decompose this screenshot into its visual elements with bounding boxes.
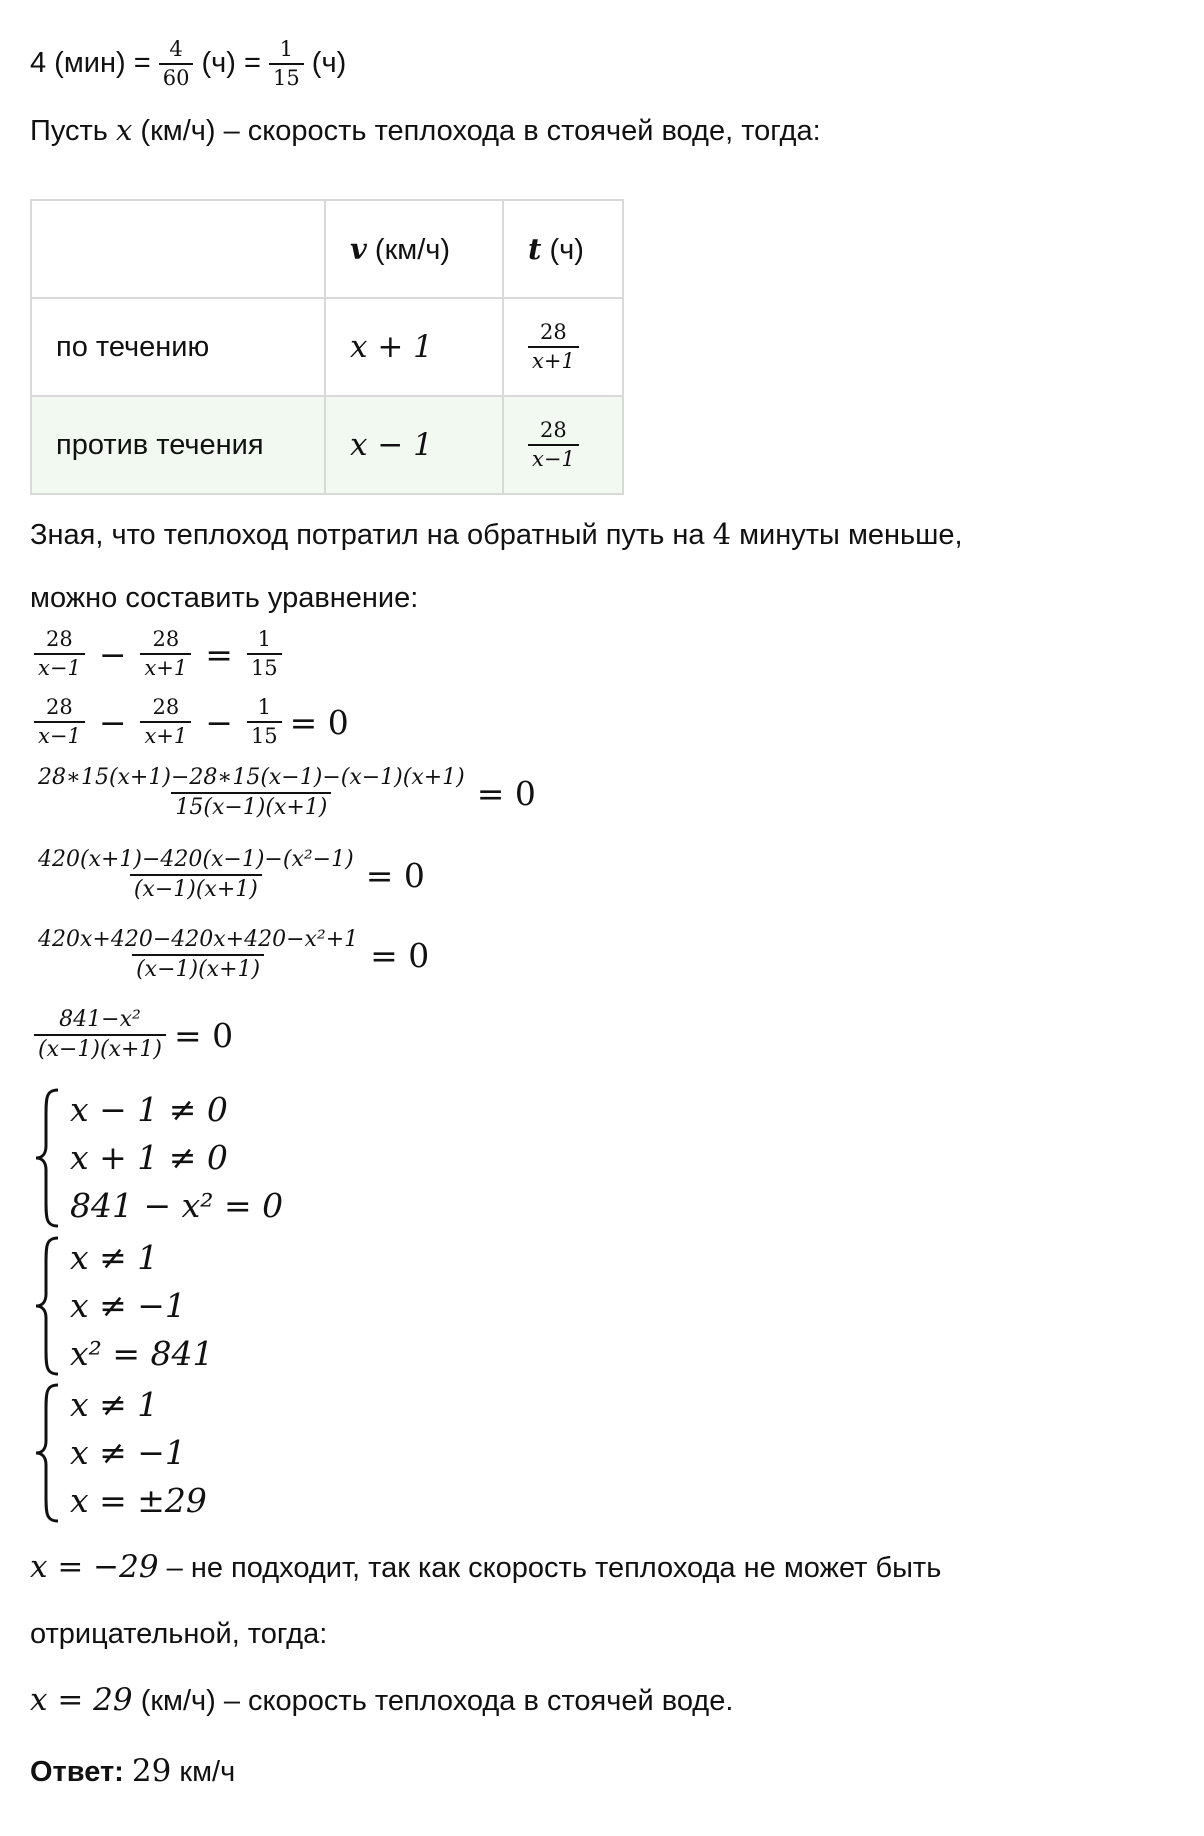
row-label: по течению [31,298,325,396]
answer-unit: км/ч [179,1756,236,1788]
positive-root: x = 29 (км/ч) – скорость теплохода в стоячей воде. [30,1682,734,1718]
table-corner-cell [31,200,325,298]
negative-root-note: x = −29 – не подходит, так как скорость теплохода не может быть [30,1549,942,1585]
knowing-text: Зная, что теплоход потратил на обратный путь на 4 минуты меньше, [30,517,963,551]
fraction-1-15: $\frac{1}{15}$ [269,38,304,90]
equation-6: $\frac{\text{841−x²}}{(x-1)(x+1)}$ = 0 [34,1008,233,1062]
table-row [31,298,623,396]
system-2 [34,1234,213,1378]
row-time: $\frac{28}{x-1}$ [503,396,623,494]
negative-root-note-cont: отрицательной, тогда: [30,1618,328,1650]
let-statement: Пусть x (км/ч) – скорость теплохода в стоячей воде, тогда: [30,113,821,147]
system-line: x + 1 ≠ 0 [70,1138,228,1177]
left-brace-icon [34,1086,62,1230]
table-header-row [31,200,623,298]
system-line: x = ±29 [70,1481,207,1520]
system-line: x ≠ 1 [70,1385,159,1424]
table-row [31,396,623,494]
system-3 [34,1381,207,1525]
system-line: x² = 841 [70,1334,214,1373]
var-x: x [115,113,133,147]
equation-5: $\frac{\text{420x+420−420x+420−x²+1}}{(x-1)(x+1)}$ = 0 [38,927,430,983]
answer-label: Ответ: [30,1756,124,1788]
fraction-4-60: $\frac{4}{60}$ [159,38,194,90]
time-conversion [30,38,346,90]
system-line: x ≠ −1 [70,1286,186,1325]
equation-4: $\frac{\text{420(x+1)−420(x−1)−(x²−1)}}{(x-1)(x+1)}$ = 0 [38,847,425,903]
system-1 [34,1086,283,1230]
row-label: против течения [31,396,325,494]
system-line: x − 1 ≠ 0 [70,1090,228,1129]
left-brace-icon [34,1381,62,1525]
conv-left: 4 (мин) = [30,46,151,79]
equation-2: $\frac{28}{x-1}$ − $\frac{28}{x+1}$ − $\frac{1}{15}$ = 0 [34,696,349,748]
left-brace-icon [34,1234,62,1378]
header-time: t (ч) [503,200,623,298]
row-speed: x + 1 [325,298,503,396]
row-speed: x − 1 [325,396,503,494]
system-line: x ≠ 1 [70,1238,159,1277]
conv-mid: (ч) = [201,46,261,79]
conv-right: (ч) [311,46,347,79]
system-line: x ≠ −1 [70,1433,186,1472]
speed-time-table [30,199,624,495]
header-speed: v (км/ч) [325,200,503,298]
system-line: 841 − x² = 0 [70,1186,284,1225]
answer-value: 29 [131,1753,172,1789]
equation-1: $\frac{28}{x-1}$ − $\frac{28}{x+1}$ = $\frac{1}{15}$ [34,628,282,680]
equation-3: $\frac{28∗15(x+1)-28∗15(x-1)-(x-1)(x+1)}{15(x-1)(x+1)}$ = 0 [38,765,536,821]
row-time: $\frac{28}{x+1}$ [503,298,623,396]
answer [30,1753,235,1790]
compose-text: можно составить уравнение: [30,582,419,614]
